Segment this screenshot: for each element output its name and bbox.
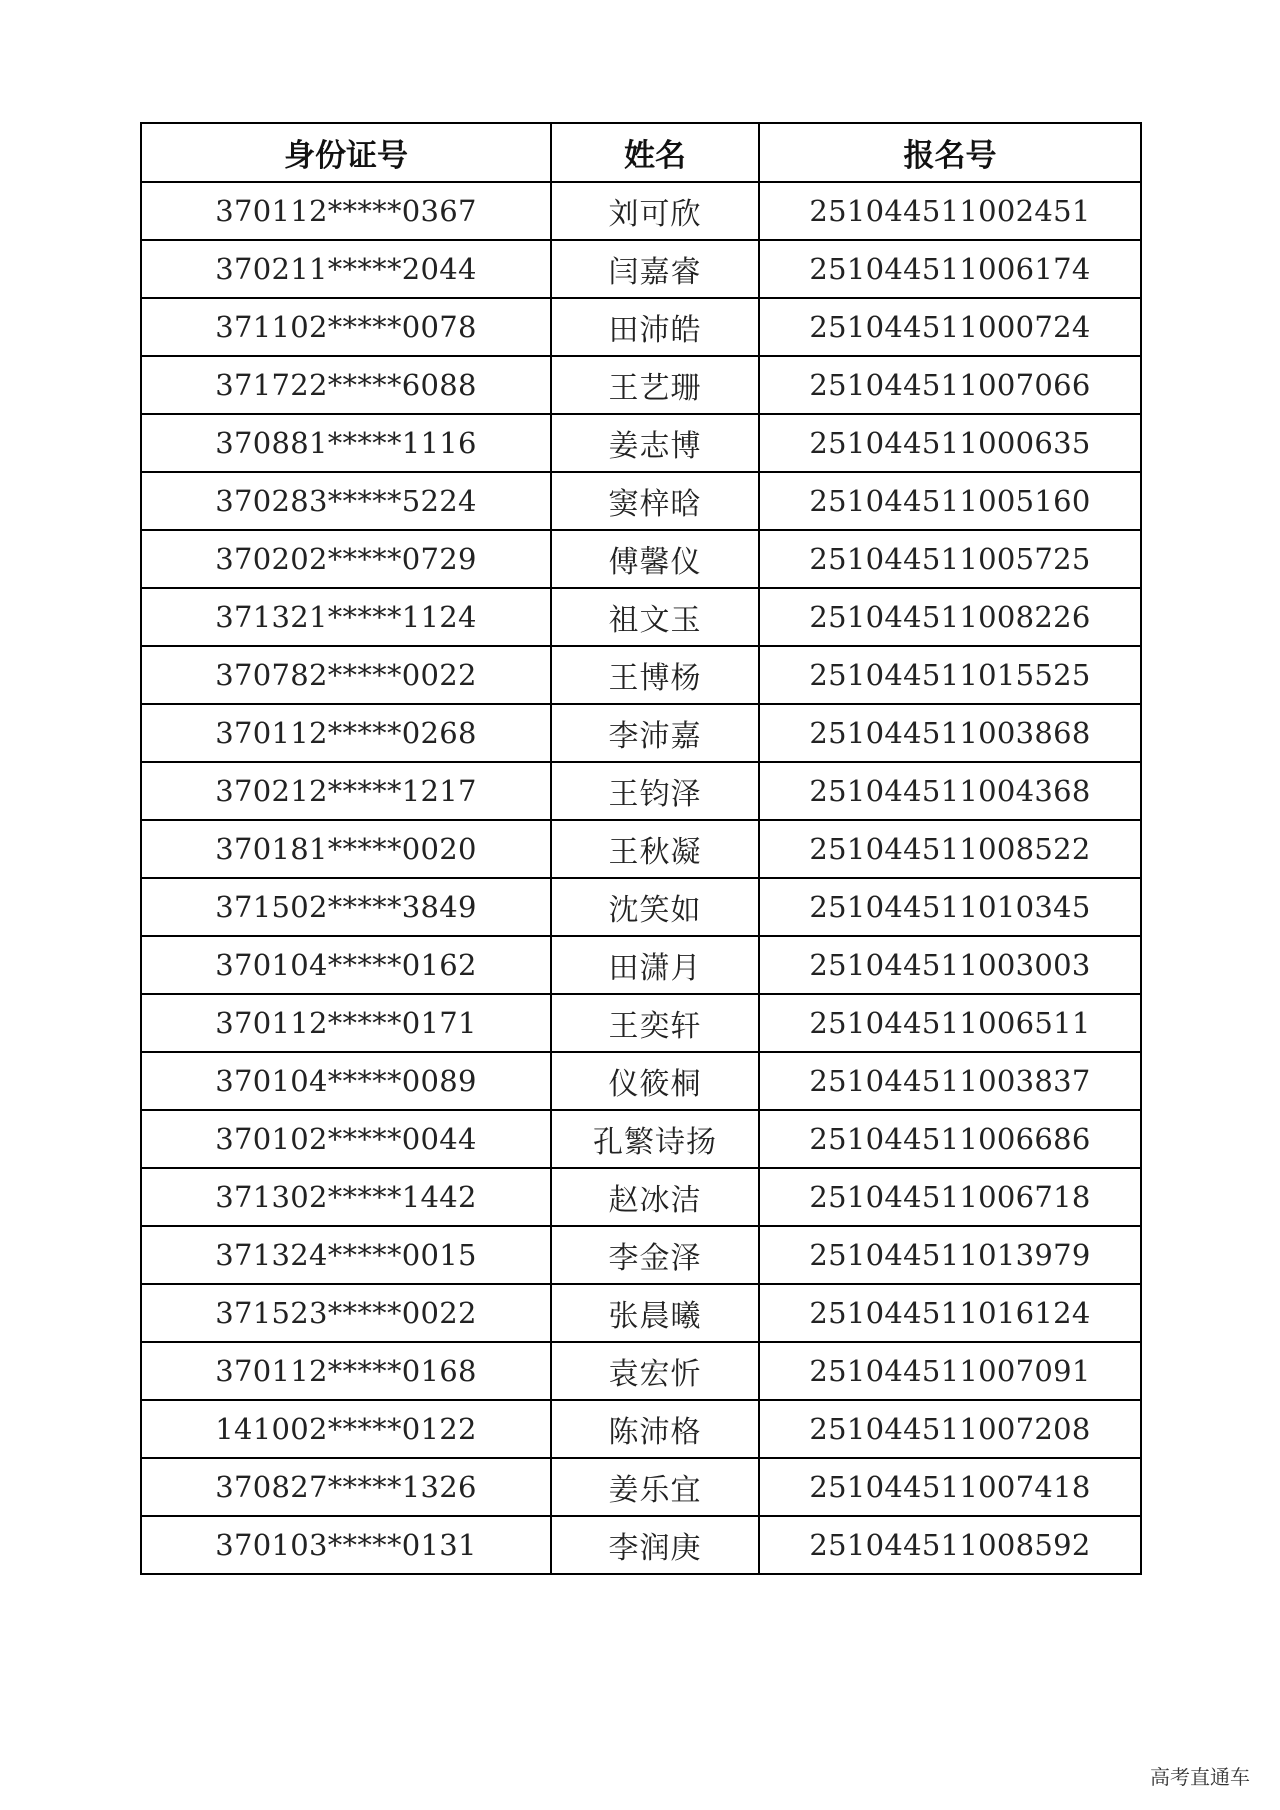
table-body <box>141 182 1141 1574</box>
registration-number-cell: 251044511007066 <box>759 356 1141 414</box>
registration-number-cell: 251044511006686 <box>759 1110 1141 1168</box>
name-cell: 王奕轩 <box>551 994 759 1052</box>
id-number-cell: 371324*****0015 <box>141 1226 551 1284</box>
id-number-cell: 370104*****0089 <box>141 1052 551 1110</box>
registration-number-cell: 251044511004368 <box>759 762 1141 820</box>
id-number-cell: 371502*****3849 <box>141 878 551 936</box>
name-cell: 田潇月 <box>551 936 759 994</box>
registration-number-cell: 251044511010345 <box>759 878 1141 936</box>
id-number-cell: 371321*****1124 <box>141 588 551 646</box>
table-row <box>141 530 1141 588</box>
id-number-cell: 370102*****0044 <box>141 1110 551 1168</box>
table-row <box>141 1342 1141 1400</box>
registration-number-cell: 251044511002451 <box>759 182 1141 240</box>
registration-number-cell: 251044511003003 <box>759 936 1141 994</box>
table-row <box>141 1226 1141 1284</box>
table-row <box>141 878 1141 936</box>
id-number-cell: 371102*****0078 <box>141 298 551 356</box>
name-cell: 王秋凝 <box>551 820 759 878</box>
id-number-cell: 371523*****0022 <box>141 1284 551 1342</box>
registration-number-cell: 251044511007208 <box>759 1400 1141 1458</box>
registration-number-cell: 251044511007091 <box>759 1342 1141 1400</box>
name-cell: 李金泽 <box>551 1226 759 1284</box>
registration-number-cell: 251044511008226 <box>759 588 1141 646</box>
name-cell: 赵冰洁 <box>551 1168 759 1226</box>
table-row <box>141 182 1141 240</box>
registration-number-cell: 251044511016124 <box>759 1284 1141 1342</box>
header-name: 姓名 <box>551 123 759 182</box>
table-row <box>141 646 1141 704</box>
id-number-cell: 370202*****0729 <box>141 530 551 588</box>
table-row <box>141 1052 1141 1110</box>
table-row <box>141 704 1141 762</box>
registration-number-cell: 251044511000724 <box>759 298 1141 356</box>
name-cell: 窦梓晗 <box>551 472 759 530</box>
id-number-cell: 370827*****1326 <box>141 1458 551 1516</box>
registration-number-cell: 251044511008592 <box>759 1516 1141 1574</box>
name-cell: 闫嘉睿 <box>551 240 759 298</box>
id-number-cell: 370283*****5224 <box>141 472 551 530</box>
id-number-cell: 141002*****0122 <box>141 1400 551 1458</box>
id-number-cell: 370112*****0168 <box>141 1342 551 1400</box>
name-cell: 仪筱桐 <box>551 1052 759 1110</box>
name-cell: 王钧泽 <box>551 762 759 820</box>
id-number-cell: 370211*****2044 <box>141 240 551 298</box>
candidate-table <box>140 122 1142 1575</box>
name-cell: 姜志博 <box>551 414 759 472</box>
registration-number-cell: 251044511013979 <box>759 1226 1141 1284</box>
table-row <box>141 356 1141 414</box>
table-row <box>141 298 1141 356</box>
registration-number-cell: 251044511006718 <box>759 1168 1141 1226</box>
table-row <box>141 994 1141 1052</box>
name-cell: 王博杨 <box>551 646 759 704</box>
table-row <box>141 936 1141 994</box>
name-cell: 田沛皓 <box>551 298 759 356</box>
table-row <box>141 240 1141 298</box>
id-number-cell: 371722*****6088 <box>141 356 551 414</box>
name-cell: 李沛嘉 <box>551 704 759 762</box>
registration-number-cell: 251044511015525 <box>759 646 1141 704</box>
table-row <box>141 588 1141 646</box>
name-cell: 傅馨仪 <box>551 530 759 588</box>
table-row <box>141 762 1141 820</box>
id-number-cell: 371302*****1442 <box>141 1168 551 1226</box>
id-number-cell: 370881*****1116 <box>141 414 551 472</box>
table-row <box>141 1458 1141 1516</box>
header-registration-number: 报名号 <box>759 123 1141 182</box>
registration-number-cell: 251044511005160 <box>759 472 1141 530</box>
table-row <box>141 1284 1141 1342</box>
table-row <box>141 1516 1141 1574</box>
id-number-cell: 370112*****0268 <box>141 704 551 762</box>
table-row <box>141 1400 1141 1458</box>
registration-number-cell: 251044511008522 <box>759 820 1141 878</box>
table-row <box>141 472 1141 530</box>
id-number-cell: 370112*****0367 <box>141 182 551 240</box>
registration-number-cell: 251044511006174 <box>759 240 1141 298</box>
id-number-cell: 370181*****0020 <box>141 820 551 878</box>
name-cell: 孔繁诗扬 <box>551 1110 759 1168</box>
table-row <box>141 414 1141 472</box>
id-number-cell: 370104*****0162 <box>141 936 551 994</box>
name-cell: 张晨曦 <box>551 1284 759 1342</box>
registration-number-cell: 251044511006511 <box>759 994 1141 1052</box>
id-number-cell: 370103*****0131 <box>141 1516 551 1574</box>
registration-number-cell: 251044511007418 <box>759 1458 1141 1516</box>
name-cell: 沈笑如 <box>551 878 759 936</box>
id-number-cell: 370112*****0171 <box>141 994 551 1052</box>
name-cell: 李润庚 <box>551 1516 759 1574</box>
name-cell: 袁宏忻 <box>551 1342 759 1400</box>
table-row <box>141 1168 1141 1226</box>
header-id-number: 身份证号 <box>141 123 551 182</box>
header-row <box>141 123 1141 182</box>
watermark-text: 高考直通车 <box>1150 1765 1250 1789</box>
registration-number-cell: 251044511003868 <box>759 704 1141 762</box>
registration-number-cell: 251044511000635 <box>759 414 1141 472</box>
candidate-table-container <box>140 122 1140 1575</box>
id-number-cell: 370212*****1217 <box>141 762 551 820</box>
registration-number-cell: 251044511003837 <box>759 1052 1141 1110</box>
name-cell: 姜乐宜 <box>551 1458 759 1516</box>
registration-number-cell: 251044511005725 <box>759 530 1141 588</box>
name-cell: 刘可欣 <box>551 182 759 240</box>
id-number-cell: 370782*****0022 <box>141 646 551 704</box>
name-cell: 陈沛格 <box>551 1400 759 1458</box>
name-cell: 王艺珊 <box>551 356 759 414</box>
name-cell: 祖文玉 <box>551 588 759 646</box>
table-header <box>141 123 1141 182</box>
table-row <box>141 1110 1141 1168</box>
table-row <box>141 820 1141 878</box>
